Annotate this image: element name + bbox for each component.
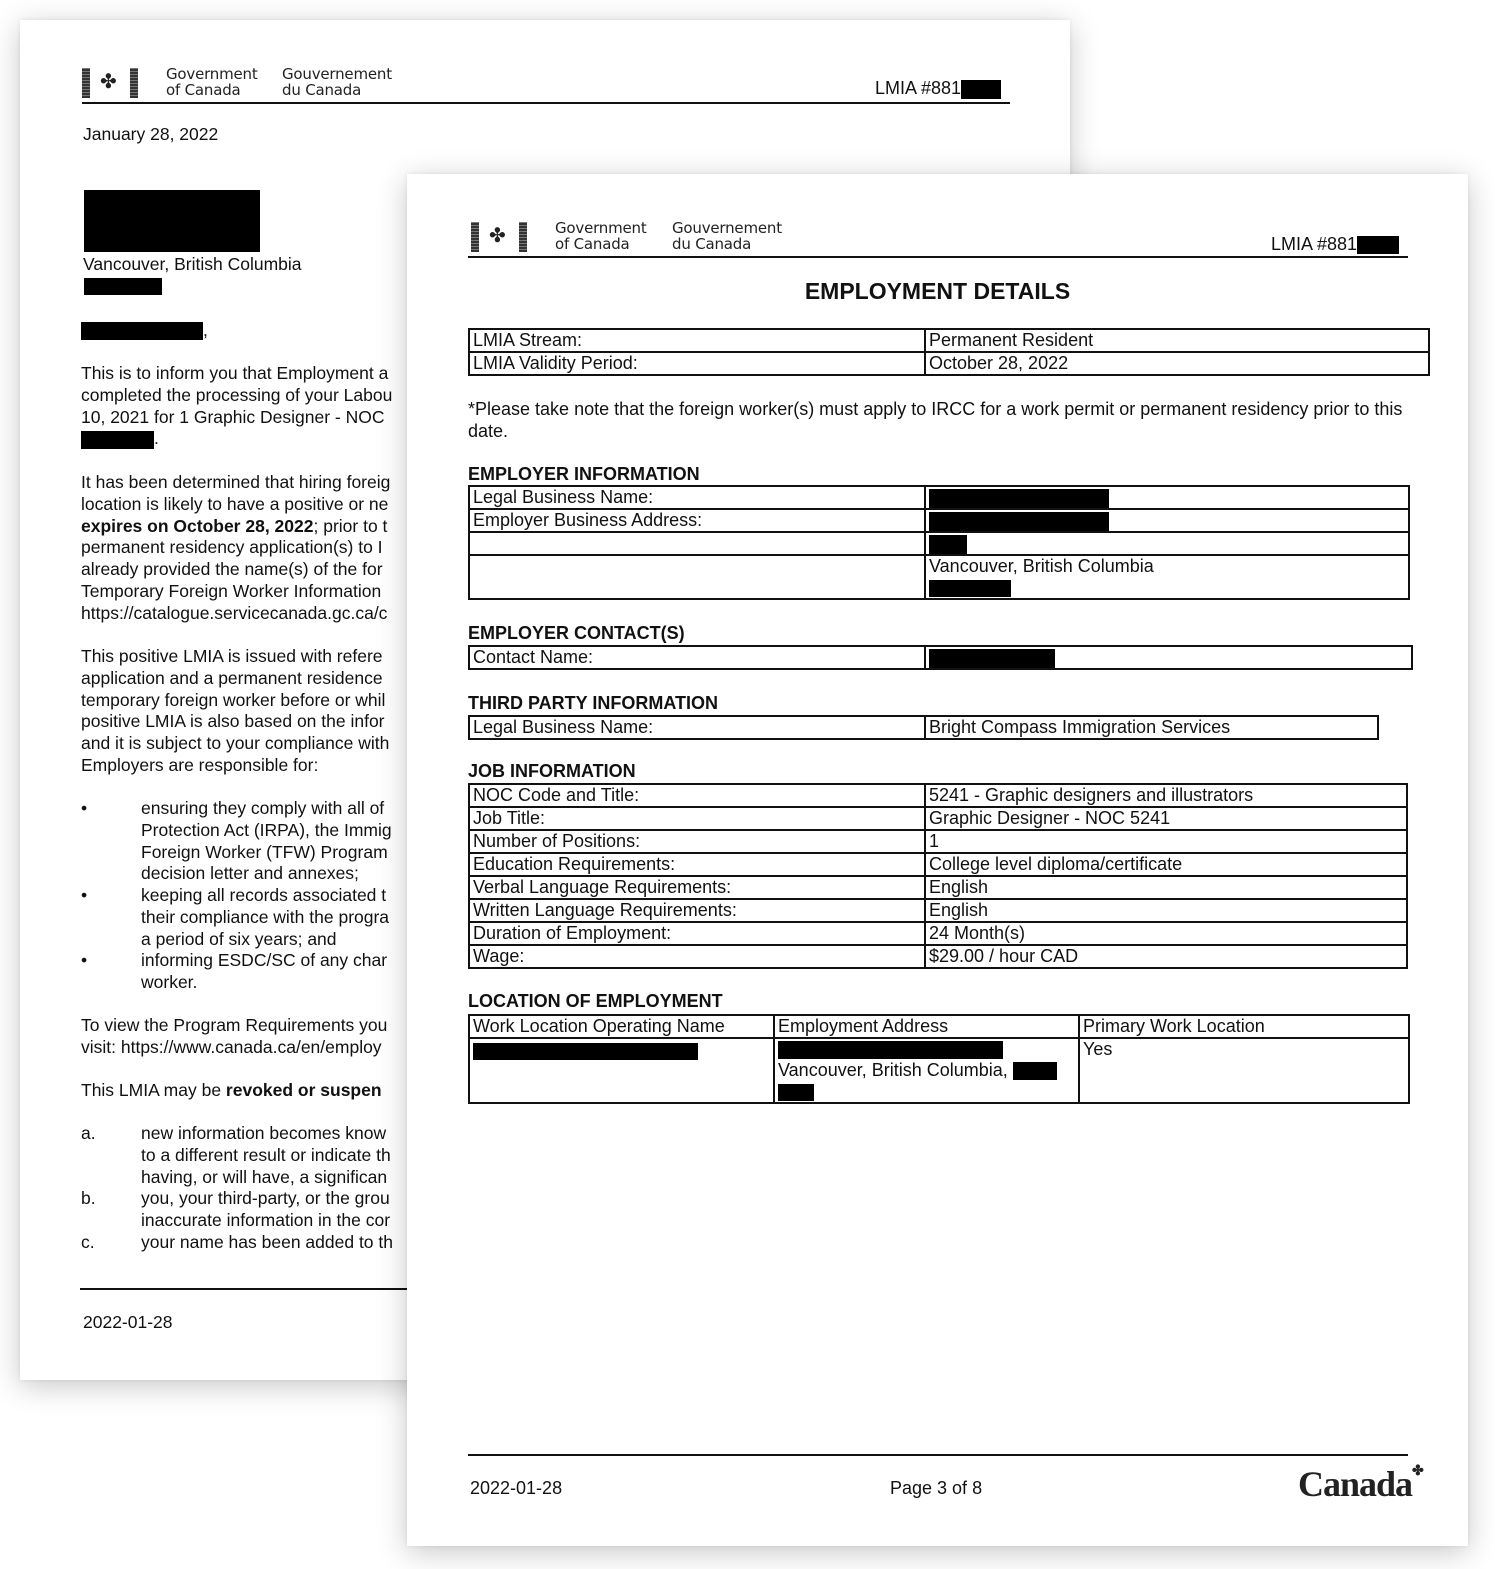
location-table <box>468 1014 1410 1104</box>
third-party-table <box>468 715 1379 740</box>
government-name-en: Government of Canada <box>555 219 647 253</box>
canada-flag-icon: ✤ <box>82 68 138 98</box>
table-row <box>469 646 1412 669</box>
table-row <box>469 784 1407 807</box>
legal-name-label: Legal Business Name: <box>469 486 925 509</box>
job-value: 1 <box>925 830 1407 853</box>
job-value: English <box>925 876 1407 899</box>
job-label: Duration of Employment: <box>469 922 925 945</box>
table-row <box>469 830 1407 853</box>
job-value: Graphic Designer - NOC 5241 <box>925 807 1407 830</box>
page-number: Page 3 of 8 <box>890 1478 983 1498</box>
job-label: Education Requirements: <box>469 853 925 876</box>
table-row <box>469 555 1409 599</box>
revocation-list-item: b. you, your third-party, or the grou inaccurate information in the cor <box>81 1188 391 1230</box>
job-label: Wage: <box>469 945 925 968</box>
revocation-list-item: a. new information becomes know to a different result or indicate th having, or will have, a significan <box>81 1123 391 1187</box>
lmia-number: LMIA #881 <box>875 78 1001 99</box>
government-name-en: Government of Canada <box>166 65 258 99</box>
address-line-1 <box>925 509 1409 532</box>
paragraph-2: It has been determined that hiring foreig location is likely to have a positive or ne expires on October 28, 2022; prior to t permanent residency application(s) to I already provided the name(s) of the for Temporary Foreign Worker Information https://catalogue.servicecanada.gc.ca/c <box>81 472 391 623</box>
responsibility-bullet: • informing ESDC/SC of any char worker. <box>81 950 388 992</box>
redacted-postal-code <box>84 278 162 295</box>
primary-work-location: Yes <box>1079 1038 1409 1103</box>
table-row <box>469 876 1407 899</box>
paragraph-1: This is to inform you that Employment a completed the processing of your Labou 10, 2021 for 1 Graphic Designer - NOC . <box>81 363 393 449</box>
header-rule <box>468 256 1408 258</box>
paragraph-3: This positive LMIA is issued with refere application and a permanent residence temporary foreign worker before or whil positive LMIA is also based on the infor and it is subject to your compliance with Employers are responsible for: <box>81 646 390 775</box>
table-row <box>469 329 1429 352</box>
stream-value: Permanent Resident <box>925 329 1429 352</box>
table-row <box>469 532 1409 555</box>
salutation: , <box>81 320 208 342</box>
job-value: $29.00 / hour CAD <box>925 945 1407 968</box>
paragraph-4: To view the Program Requirements you visit: https://www.canada.ca/en/employ <box>81 1015 388 1057</box>
legal-name-value <box>925 486 1409 509</box>
footer-date: 2022-01-28 <box>83 1312 173 1332</box>
responsibility-bullet: • ensuring they comply with all of Protection Act (IRPA), the Immig Foreign Worker (TFW) Program decision letter and annexes; <box>81 798 392 884</box>
employer-contacts-table <box>468 645 1413 670</box>
responsibility-bullet: • keeping all records associated t their compliance with the progra a period of six years; and <box>81 885 390 949</box>
canada-flag-icon: ✤ <box>471 222 527 252</box>
table-header-row <box>469 1015 1409 1038</box>
job-value: 24 Month(s) <box>925 922 1407 945</box>
employer-info-heading: EMPLOYER INFORMATION <box>468 464 700 484</box>
table-row <box>469 716 1378 739</box>
location-heading: LOCATION OF EMPLOYMENT <box>468 991 723 1011</box>
stream-label: LMIA Stream: <box>469 329 925 352</box>
redacted-addressee <box>84 190 260 252</box>
revocation-list-item: c. your name has been added to th <box>81 1232 393 1252</box>
paragraph-5: This LMIA may be revoked or suspen <box>81 1080 382 1100</box>
job-label: Number of Positions: <box>469 830 925 853</box>
employer-info-table <box>468 485 1410 600</box>
third-party-value: Bright Compass Immigration Services <box>925 716 1378 739</box>
header-rule <box>82 102 1010 104</box>
table-row <box>469 945 1407 968</box>
table-row <box>469 807 1407 830</box>
address-city-cell: Vancouver, British Columbia <box>925 555 1409 599</box>
canada-wordmark-logo: Canada✤ <box>1298 1464 1423 1504</box>
column-header: Employment Address <box>774 1015 1079 1038</box>
job-value: English <box>925 899 1407 922</box>
employment-address: Vancouver, British Columbia, <box>774 1038 1079 1103</box>
government-name-fr: Gouvernement du Canada <box>672 219 782 253</box>
job-info-table <box>468 783 1408 969</box>
job-label: Job Title: <box>469 807 925 830</box>
employment-details-page <box>407 174 1468 1546</box>
contact-name-value <box>925 646 1412 669</box>
contact-name-label: Contact Name: <box>469 646 925 669</box>
work-location-name <box>469 1038 774 1103</box>
validity-note: *Please take note that the foreign worker(s) must apply to IRCC for a work permit or permanent residency prior to this date. <box>468 399 1403 441</box>
validity-value: October 28, 2022 <box>925 352 1429 375</box>
footer-rule <box>468 1454 1408 1456</box>
address-line-2 <box>925 532 1409 555</box>
address-city: Vancouver, British Columbia <box>83 254 302 274</box>
job-value: 5241 - Graphic designers and illustrators <box>925 784 1407 807</box>
third-party-heading: THIRD PARTY INFORMATION <box>468 693 718 713</box>
employer-contacts-heading: EMPLOYER CONTACT(S) <box>468 623 685 643</box>
table-row <box>469 853 1407 876</box>
table-row <box>469 352 1429 375</box>
job-info-heading: JOB INFORMATION <box>468 761 636 781</box>
job-label: Verbal Language Requirements: <box>469 876 925 899</box>
table-row <box>469 1038 1409 1103</box>
page-title: EMPLOYMENT DETAILS <box>804 278 1071 304</box>
footer-date: 2022-01-28 <box>470 1478 563 1498</box>
government-name-fr: Gouvernement du Canada <box>282 65 392 99</box>
column-header: Primary Work Location <box>1079 1015 1409 1038</box>
job-label: Written Language Requirements: <box>469 899 925 922</box>
table-row <box>469 486 1409 509</box>
job-label: NOC Code and Title: <box>469 784 925 807</box>
table-row <box>469 899 1407 922</box>
validity-label: LMIA Validity Period: <box>469 352 925 375</box>
table-row <box>469 922 1407 945</box>
table-row <box>469 509 1409 532</box>
lmia-number: LMIA #881 <box>1271 234 1399 255</box>
job-value: College level diploma/certificate <box>925 853 1407 876</box>
letter-date: January 28, 2022 <box>83 124 219 144</box>
column-header: Work Location Operating Name <box>469 1015 774 1038</box>
lmia-summary-table <box>468 328 1430 376</box>
address-label: Employer Business Address: <box>469 509 925 532</box>
third-party-label: Legal Business Name: <box>469 716 925 739</box>
